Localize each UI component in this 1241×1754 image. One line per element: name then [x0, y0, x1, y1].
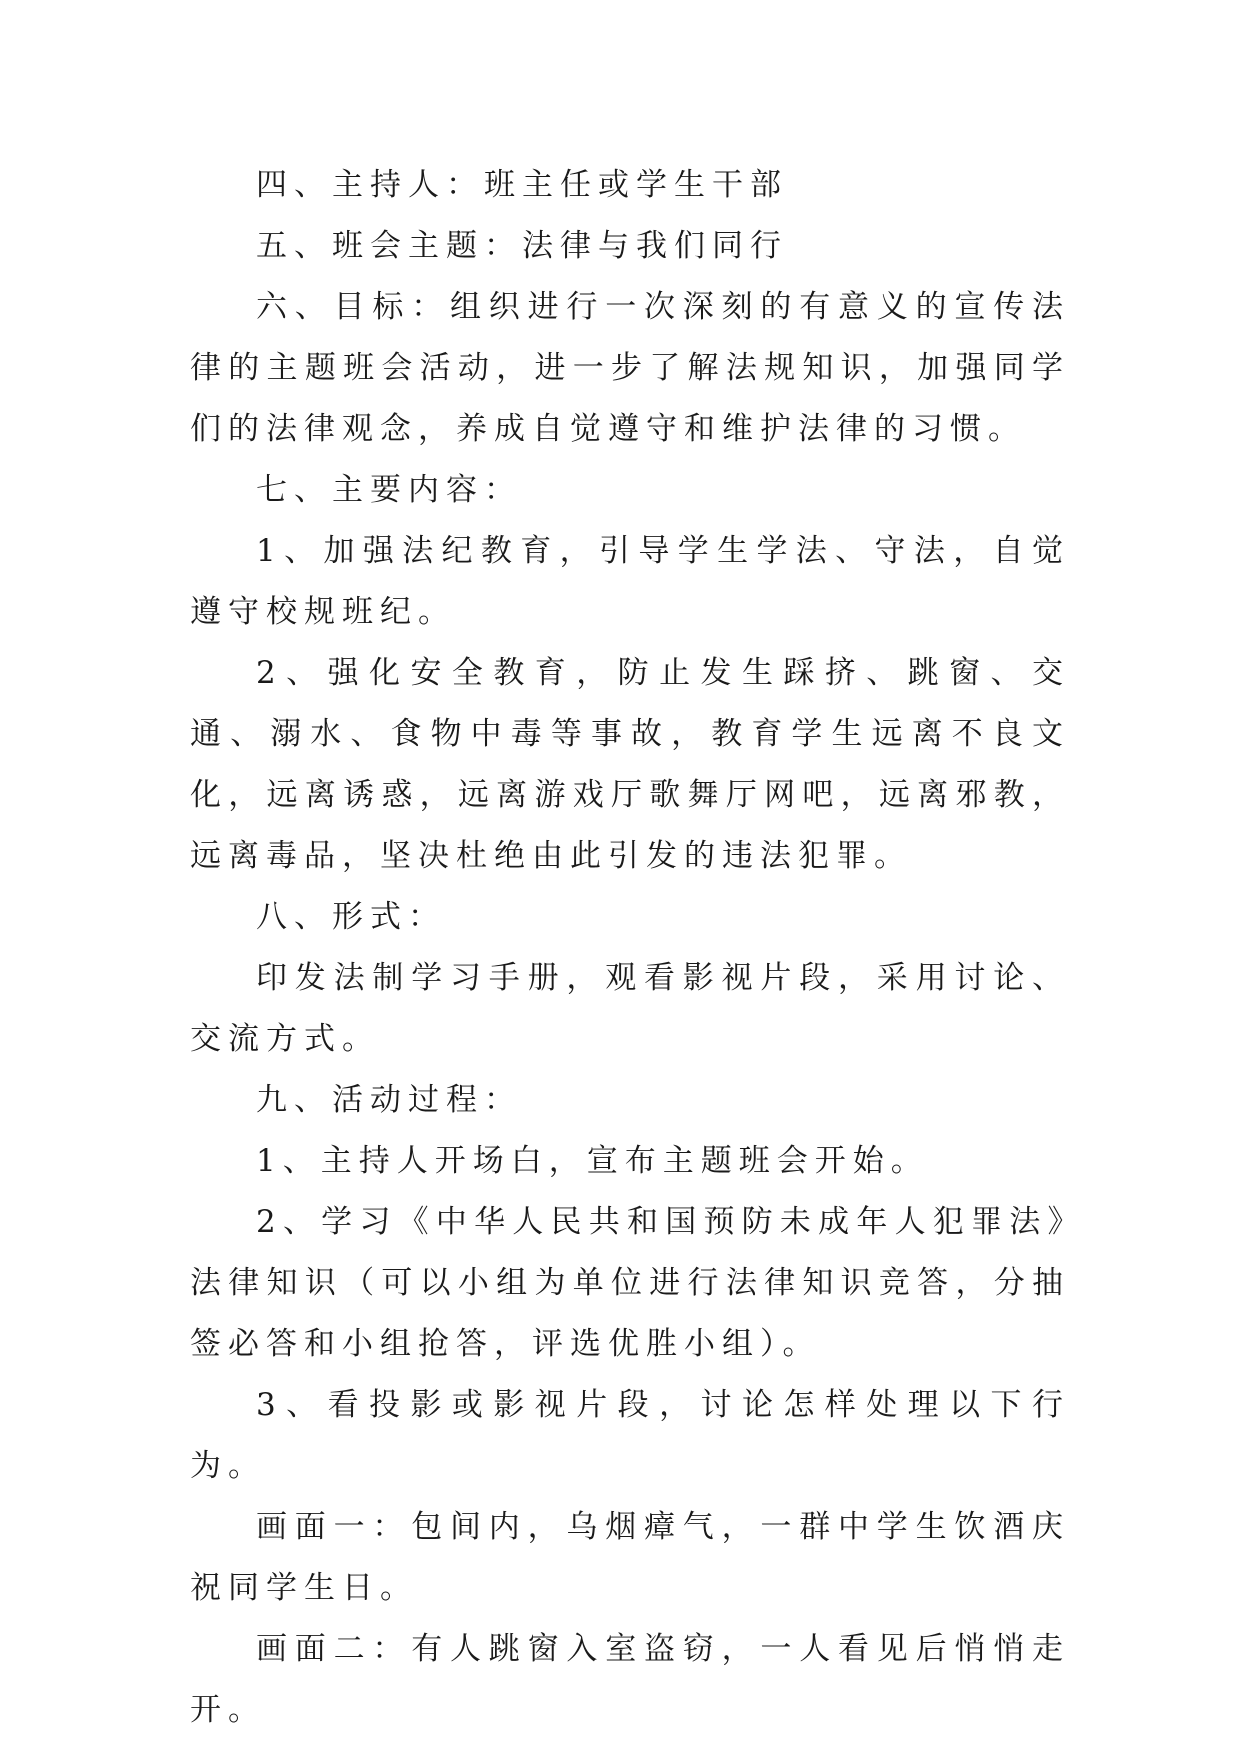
- paragraph-scene-2: 画面二：有人跳窗入室盗窃，一人看见后悄悄走开。: [190, 1631, 1070, 1728]
- paragraph-format-heading: 八、形式：: [256, 899, 446, 935]
- document-body: [190, 155, 1070, 1741]
- paragraph-goal: 六、目标：组织进行一次深刻的有意义的宣传法律的主题班会活动，进一步了解法规知识，加强同学们的法律观念，养成自觉遵守和维护法律的习惯。: [190, 289, 1070, 447]
- paragraph-process-step-3: 3、看投影或影视片段，讨论怎样处理以下行为。: [190, 1387, 1070, 1484]
- paragraph-scene-1: 画面一：包间内，乌烟瘴气，一群中学生饮酒庆祝同学生日。: [190, 1509, 1070, 1606]
- paragraph-content-item-2: 2、强化安全教育，防止发生踩挤、跳窗、交通、溺水、食物中毒等事故，教育学生远离不良文化，远离诱惑，远离游戏厅歌舞厅网吧，远离邪教，远离毒品，坚决杜绝由此引发的违法犯罪。: [190, 655, 1070, 874]
- paragraph-format-detail: 印发法制学习手册，观看影视片段，采用讨论、交流方式。: [190, 960, 1070, 1057]
- paragraph-theme: 五、班会主题：法律与我们同行: [256, 228, 788, 264]
- paragraph-host: 四、主持人：班主任或学生干部: [256, 167, 788, 203]
- paragraph-process-heading: 九、活动过程：: [256, 1082, 522, 1118]
- paragraph-process-step-2: 2、学习《中华人民共和国预防未成年人犯罪法》法律知识（可以小组为单位进行法律知识竞答，分抽签必答和小组抢答，评选优胜小组）。: [190, 1204, 1070, 1362]
- paragraph-content-item-1: 1、加强法纪教育，引导学生学法、守法，自觉遵守校规班纪。: [190, 533, 1070, 630]
- paragraph-process-step-1: 1、主持人开场白，宣布主题班会开始。: [256, 1143, 929, 1179]
- paragraph-main-content-heading: 七、主要内容：: [256, 472, 522, 508]
